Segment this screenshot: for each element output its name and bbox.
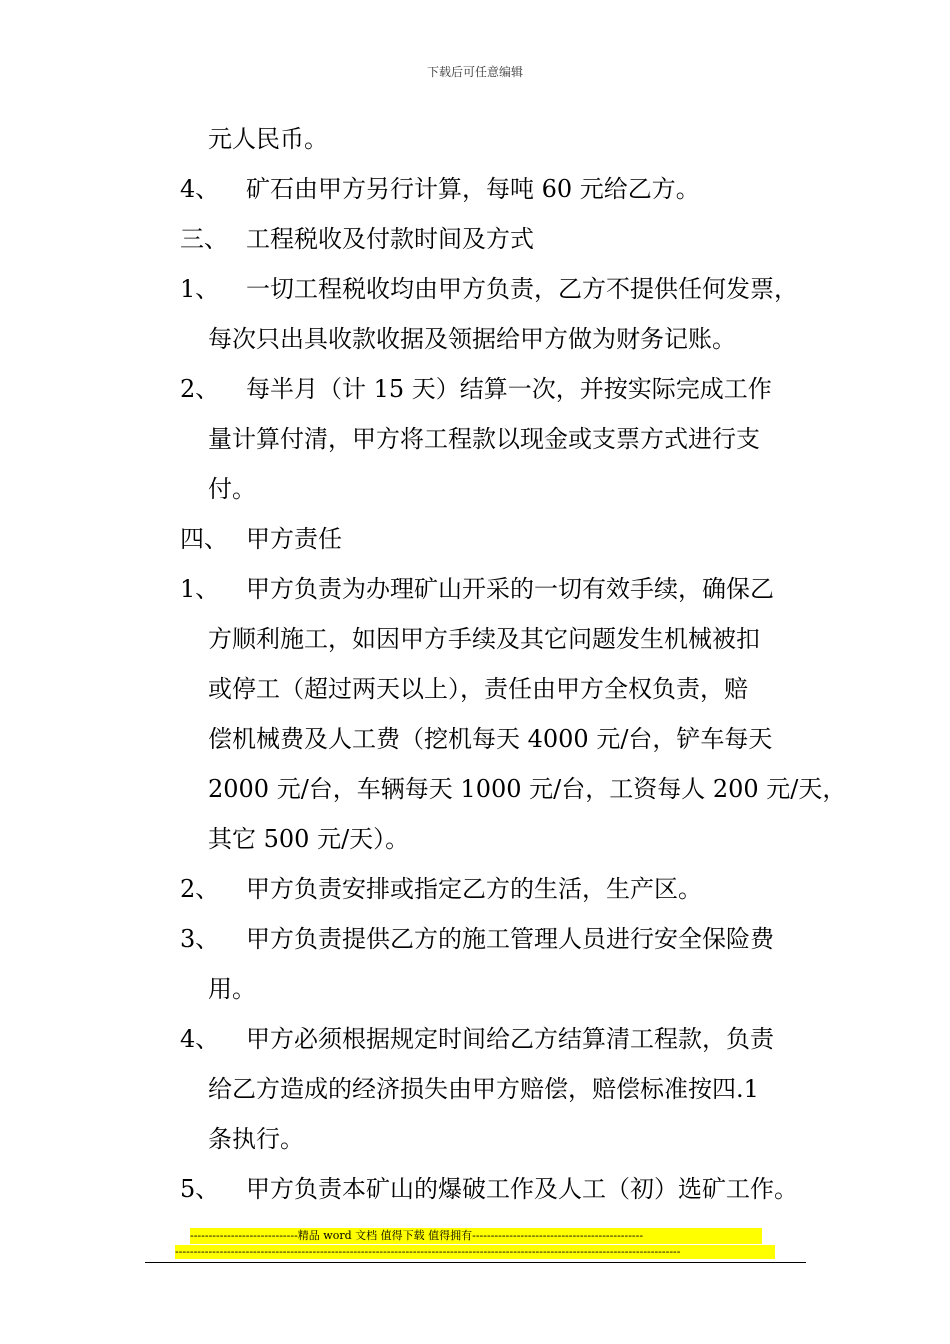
- item-text: 甲方必须根据规定时间给乙方结算清工程款，负责: [246, 1025, 774, 1053]
- item-text: 矿石由甲方另行计算，每吨 60 元给乙方。: [246, 175, 700, 203]
- item-text: 甲方负责安排或指定乙方的生活，生产区。: [246, 875, 702, 903]
- item-number: 4、: [180, 1025, 220, 1053]
- footer-dash-line: [175, 1245, 775, 1259]
- footer-banner: [190, 1228, 762, 1244]
- section-title: 工程税收及付款时间及方式: [246, 225, 534, 253]
- header-text: 下载后可任意编辑: [426, 65, 523, 79]
- item-text: 甲方负责本矿山的爆破工作及人工（初）选矿工作。: [246, 1175, 798, 1203]
- item-number: 2、: [180, 875, 220, 903]
- item-text: 甲方负责为办理矿山开采的一切有效手续，确保乙: [246, 575, 774, 603]
- section-title: 甲方责任: [246, 525, 342, 553]
- item-number: 1、: [180, 575, 220, 603]
- item-number: 2、: [180, 375, 220, 403]
- item-number: 4、: [180, 175, 220, 203]
- item-number: 5、: [180, 1175, 220, 1203]
- footer-divider: [145, 1262, 806, 1263]
- footer-dash-text: ----------------------------------------------------------------------------------------------------------------------------------------: [175, 1245, 681, 1258]
- section-number: 三、: [180, 225, 228, 253]
- footer-banner-text: -----------------------------精品 word 文档 值得下载 值得拥有----------------------------------------------: [190, 1229, 644, 1242]
- item-text: 一切工程税收均由甲方负责，乙方不提供任何发票，: [246, 275, 798, 303]
- section-number: 四、: [180, 525, 228, 553]
- item-text: 甲方负责提供乙方的施工管理人员进行安全保险费: [246, 925, 774, 953]
- item-number: 1、: [180, 275, 220, 303]
- item-text: 每半月（计 15 天）结算一次，并按实际完成工作: [246, 375, 772, 403]
- page-header: [0, 64, 950, 80]
- item-number: 3、: [180, 925, 220, 953]
